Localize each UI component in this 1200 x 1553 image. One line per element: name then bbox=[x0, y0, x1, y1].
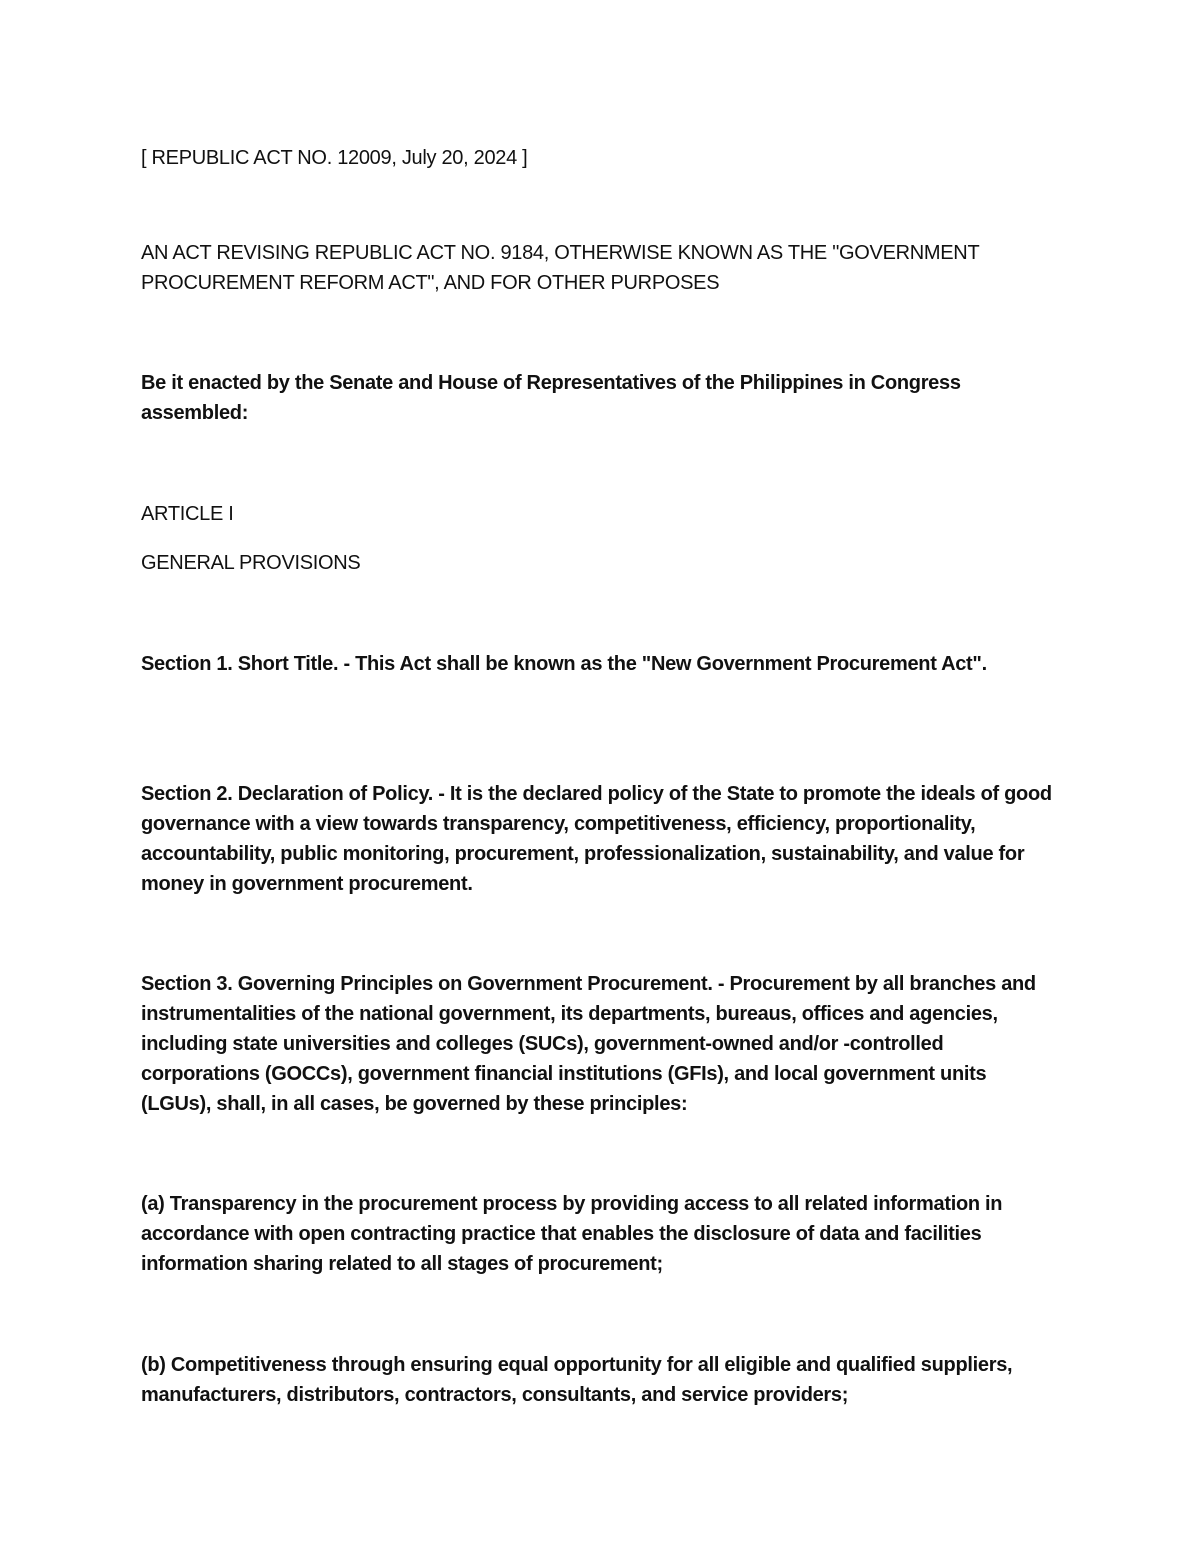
section-3: Section 3. Governing Principles on Government Procurement. - Procurement by all branches and instrumentalities of the national government, its departments, bureaus, offices and agencies, including state universities and colleges (SUCs), government-owned and/or -controlled corporations (GOCCs), government financial institutions (GFIs), and local government units (LGUs), shall, in all cases, be governed by these principles: bbox=[141, 973, 1036, 1115]
act-title: AN ACT REVISING REPUBLIC ACT NO. 9184, OTHERWISE KNOWN AS THE "GOVERNMENT PROCUREMENT REFORM ACT", AND FOR OTHER PURPOSES bbox=[141, 242, 979, 294]
clause-a: (a) Transparency in the procurement process by providing access to all related information in accordance with open contracting practice that enables the disclosure of data and facilities information sharing related to all stages of procurement; bbox=[141, 1193, 1003, 1275]
article-number: ARTICLE I bbox=[141, 503, 234, 525]
enacting-clause: Be it enacted by the Senate and House of Representatives of the Philippines in Congress assembled: bbox=[141, 372, 961, 424]
article-title: GENERAL PROVISIONS bbox=[141, 552, 361, 574]
act-citation: [ REPUBLIC ACT NO. 12009, July 20, 2024 ] bbox=[141, 147, 528, 169]
section-1: Section 1. Short Title. - This Act shall be known as the "New Government Procurement Act". bbox=[141, 653, 987, 675]
section-2: Section 2. Declaration of Policy. - It is the declared policy of the State to promote the ideals of good governance with a view towards transparency, competitiveness, efficiency, proportionality, accountability, public monitoring, procurement, professionalization, sustainability, and value for money in government procurement. bbox=[141, 783, 1052, 895]
clause-b: (b) Competitiveness through ensuring equal opportunity for all eligible and qualified suppliers, manufacturers, distributors, contractors, consultants, and service providers; bbox=[141, 1354, 1013, 1406]
